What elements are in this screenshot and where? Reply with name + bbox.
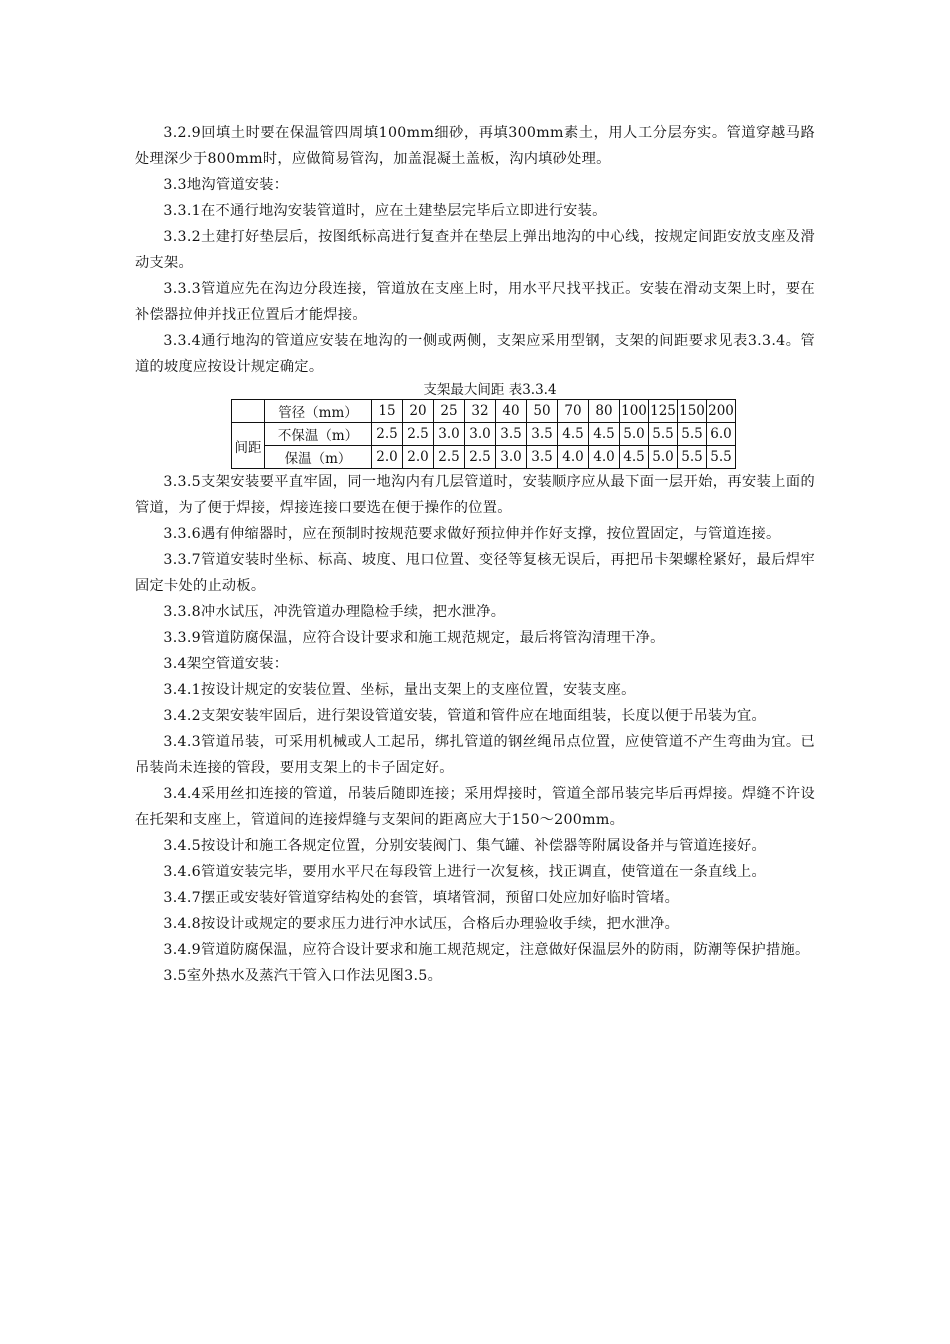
paragraph: 3.4.8按设计或规定的要求压力进行冲水试压，合格后办理验收手续，把水泄净。	[163, 916, 680, 932]
diameter-cell: 40	[496, 400, 527, 423]
paragraph: 3.3.3管道应先在沟边分段连接，管道放在支座上时，用水平尺找平找正。安装在滑动支架上时，要在补偿器拉伸并找正位置后才能焊接。	[135, 281, 815, 323]
section-heading: 3.3地沟管道安装：	[163, 177, 289, 193]
value-cell: 2.5	[372, 423, 403, 446]
diameter-cell: 70	[558, 400, 589, 423]
diameter-cell: 20	[403, 400, 434, 423]
row-label: 保温（m）	[265, 446, 372, 469]
value-cell: 3.5	[496, 423, 527, 446]
value-cell: 6.0	[707, 423, 736, 446]
diameter-cell: 200	[707, 400, 736, 423]
table-row-uninsulated	[232, 423, 736, 446]
diameter-cell: 100	[620, 400, 649, 423]
diameter-cell: 125	[649, 400, 678, 423]
value-cell: 4.5	[589, 423, 620, 446]
value-cell: 4.5	[620, 446, 649, 469]
row-group-label: 间距	[232, 423, 265, 469]
paragraph: 3.3.9管道防腐保温，应符合设计要求和施工规范规定，最后将管沟清理干净。	[163, 630, 665, 646]
row-label: 不保温（m）	[265, 423, 372, 446]
diameter-cell: 50	[527, 400, 558, 423]
paragraph: 3.3.2土建打好垫层后，按图纸标高进行复查并在垫层上弹出地沟的中心线，按规定间距安放支座及滑动支架。	[135, 229, 815, 271]
paragraph: 3.3.7管道安装时坐标、标高、坡度、甩口位置、变径等复核无误后，再把吊卡架螺栓紧好，最后焊牢固定卡处的止动板。	[135, 552, 815, 594]
diameter-cell: 150	[678, 400, 707, 423]
value-cell: 5.5	[707, 446, 736, 469]
document-body	[135, 120, 815, 989]
value-cell: 2.0	[372, 446, 403, 469]
paragraph: 3.4.6管道安装完毕，要用水平尺在每段管上进行一次复核，找正调直，使管道在一条直线上。	[163, 864, 767, 880]
value-cell: 3.0	[496, 446, 527, 469]
value-cell: 2.5	[403, 423, 434, 446]
table-corner-cell	[232, 400, 265, 423]
value-cell: 5.5	[649, 423, 678, 446]
value-cell: 4.5	[558, 423, 589, 446]
paragraph: 3.3.8冲水试压，冲洗管道办理隐检手续，把水泄净。	[163, 604, 506, 620]
value-cell: 2.0	[403, 446, 434, 469]
paragraph: 3.3.5支架安装要平直牢固，同一地沟内有几层管道时，安装顺序应从最下面一层开始，再安装上面的管道，为了便于焊接，焊接连接口要选在便于操作的位置。	[135, 474, 815, 516]
value-cell: 4.0	[589, 446, 620, 469]
paragraph: 3.3.4通行地沟的管道应安装在地沟的一侧或两侧，支架应采用型钢，支架的间距要求见表3.3.4。管道的坡度应按设计规定确定。	[135, 333, 815, 375]
value-cell: 5.5	[678, 446, 707, 469]
paragraph: 3.4.4采用丝扣连接的管道，吊装后随即连接；采用焊接时，管道全部吊装完毕后再焊接。焊缝不许设在托架和支座上，管道间的连接焊缝与支架间的距离应大于150～200mm。	[135, 786, 815, 828]
diameter-cell: 32	[465, 400, 496, 423]
paragraph: 3.4.2支架安装牢固后，进行架设管道安装，管道和管件应在地面组装，长度以便于吊装为宜。	[163, 708, 767, 724]
value-cell: 2.5	[465, 446, 496, 469]
value-cell: 5.0	[649, 446, 678, 469]
paragraph: 3.3.1在不通行地沟安装管道时，应在土建垫层完毕后立即进行安装。	[163, 203, 607, 219]
section-heading: 3.4架空管道安装：	[163, 656, 289, 672]
value-cell: 2.5	[434, 446, 465, 469]
support-spacing-table	[231, 399, 736, 469]
table-header-row	[232, 400, 736, 423]
paragraph: 3.4.5按设计和施工各规定位置，分别安装阀门、集气罐、补偿器等附属设备并与管道连接好。	[163, 838, 767, 854]
table-caption: 支架最大间距 表3.3.4	[423, 382, 557, 398]
paragraph: 3.2.9回填土时要在保温管四周填100mm细砂，再填300mm素土，用人工分层夯实。管道穿越马路处理深少于800mm时，应做简易管沟，加盖混凝土盖板，沟内填砂处理。	[135, 125, 815, 167]
value-cell: 4.0	[558, 446, 589, 469]
value-cell: 3.5	[527, 423, 558, 446]
value-cell: 3.5	[527, 446, 558, 469]
value-cell: 5.5	[678, 423, 707, 446]
paragraph: 3.4.3管道吊装，可采用机械或人工起吊，绑扎管道的钢丝绳吊点位置，应使管道不产生弯曲为宜。已吊装尚未连接的管段，要用支架上的卡子固定好。	[135, 734, 815, 776]
table-row-insulated	[232, 446, 736, 469]
paragraph: 3.4.1按设计规定的安装位置、坐标，量出支架上的支座位置，安装支座。	[163, 682, 636, 698]
value-cell: 3.0	[465, 423, 496, 446]
paragraph: 3.3.6遇有伸缩器时，应在预制时按规范要求做好预拉伸并作好支撑，按位置固定，与管道连接。	[163, 526, 781, 542]
value-cell: 5.0	[620, 423, 649, 446]
paragraph: 3.4.7摆正或安装好管道穿结构处的套管，填堵管洞，预留口处应加好临时管堵。	[163, 890, 680, 906]
paragraph: 3.5室外热水及蒸汽干管入口作法见图3.5。	[163, 968, 443, 984]
diameter-cell: 25	[434, 400, 465, 423]
value-cell: 3.0	[434, 423, 465, 446]
diameter-cell: 80	[589, 400, 620, 423]
diameter-cell: 15	[372, 400, 403, 423]
header-label-cell: 管径（mm）	[265, 400, 372, 423]
paragraph: 3.4.9管道防腐保温，应符合设计要求和施工规范规定，注意做好保温层外的防雨，防潮等保护措施。	[163, 942, 810, 958]
